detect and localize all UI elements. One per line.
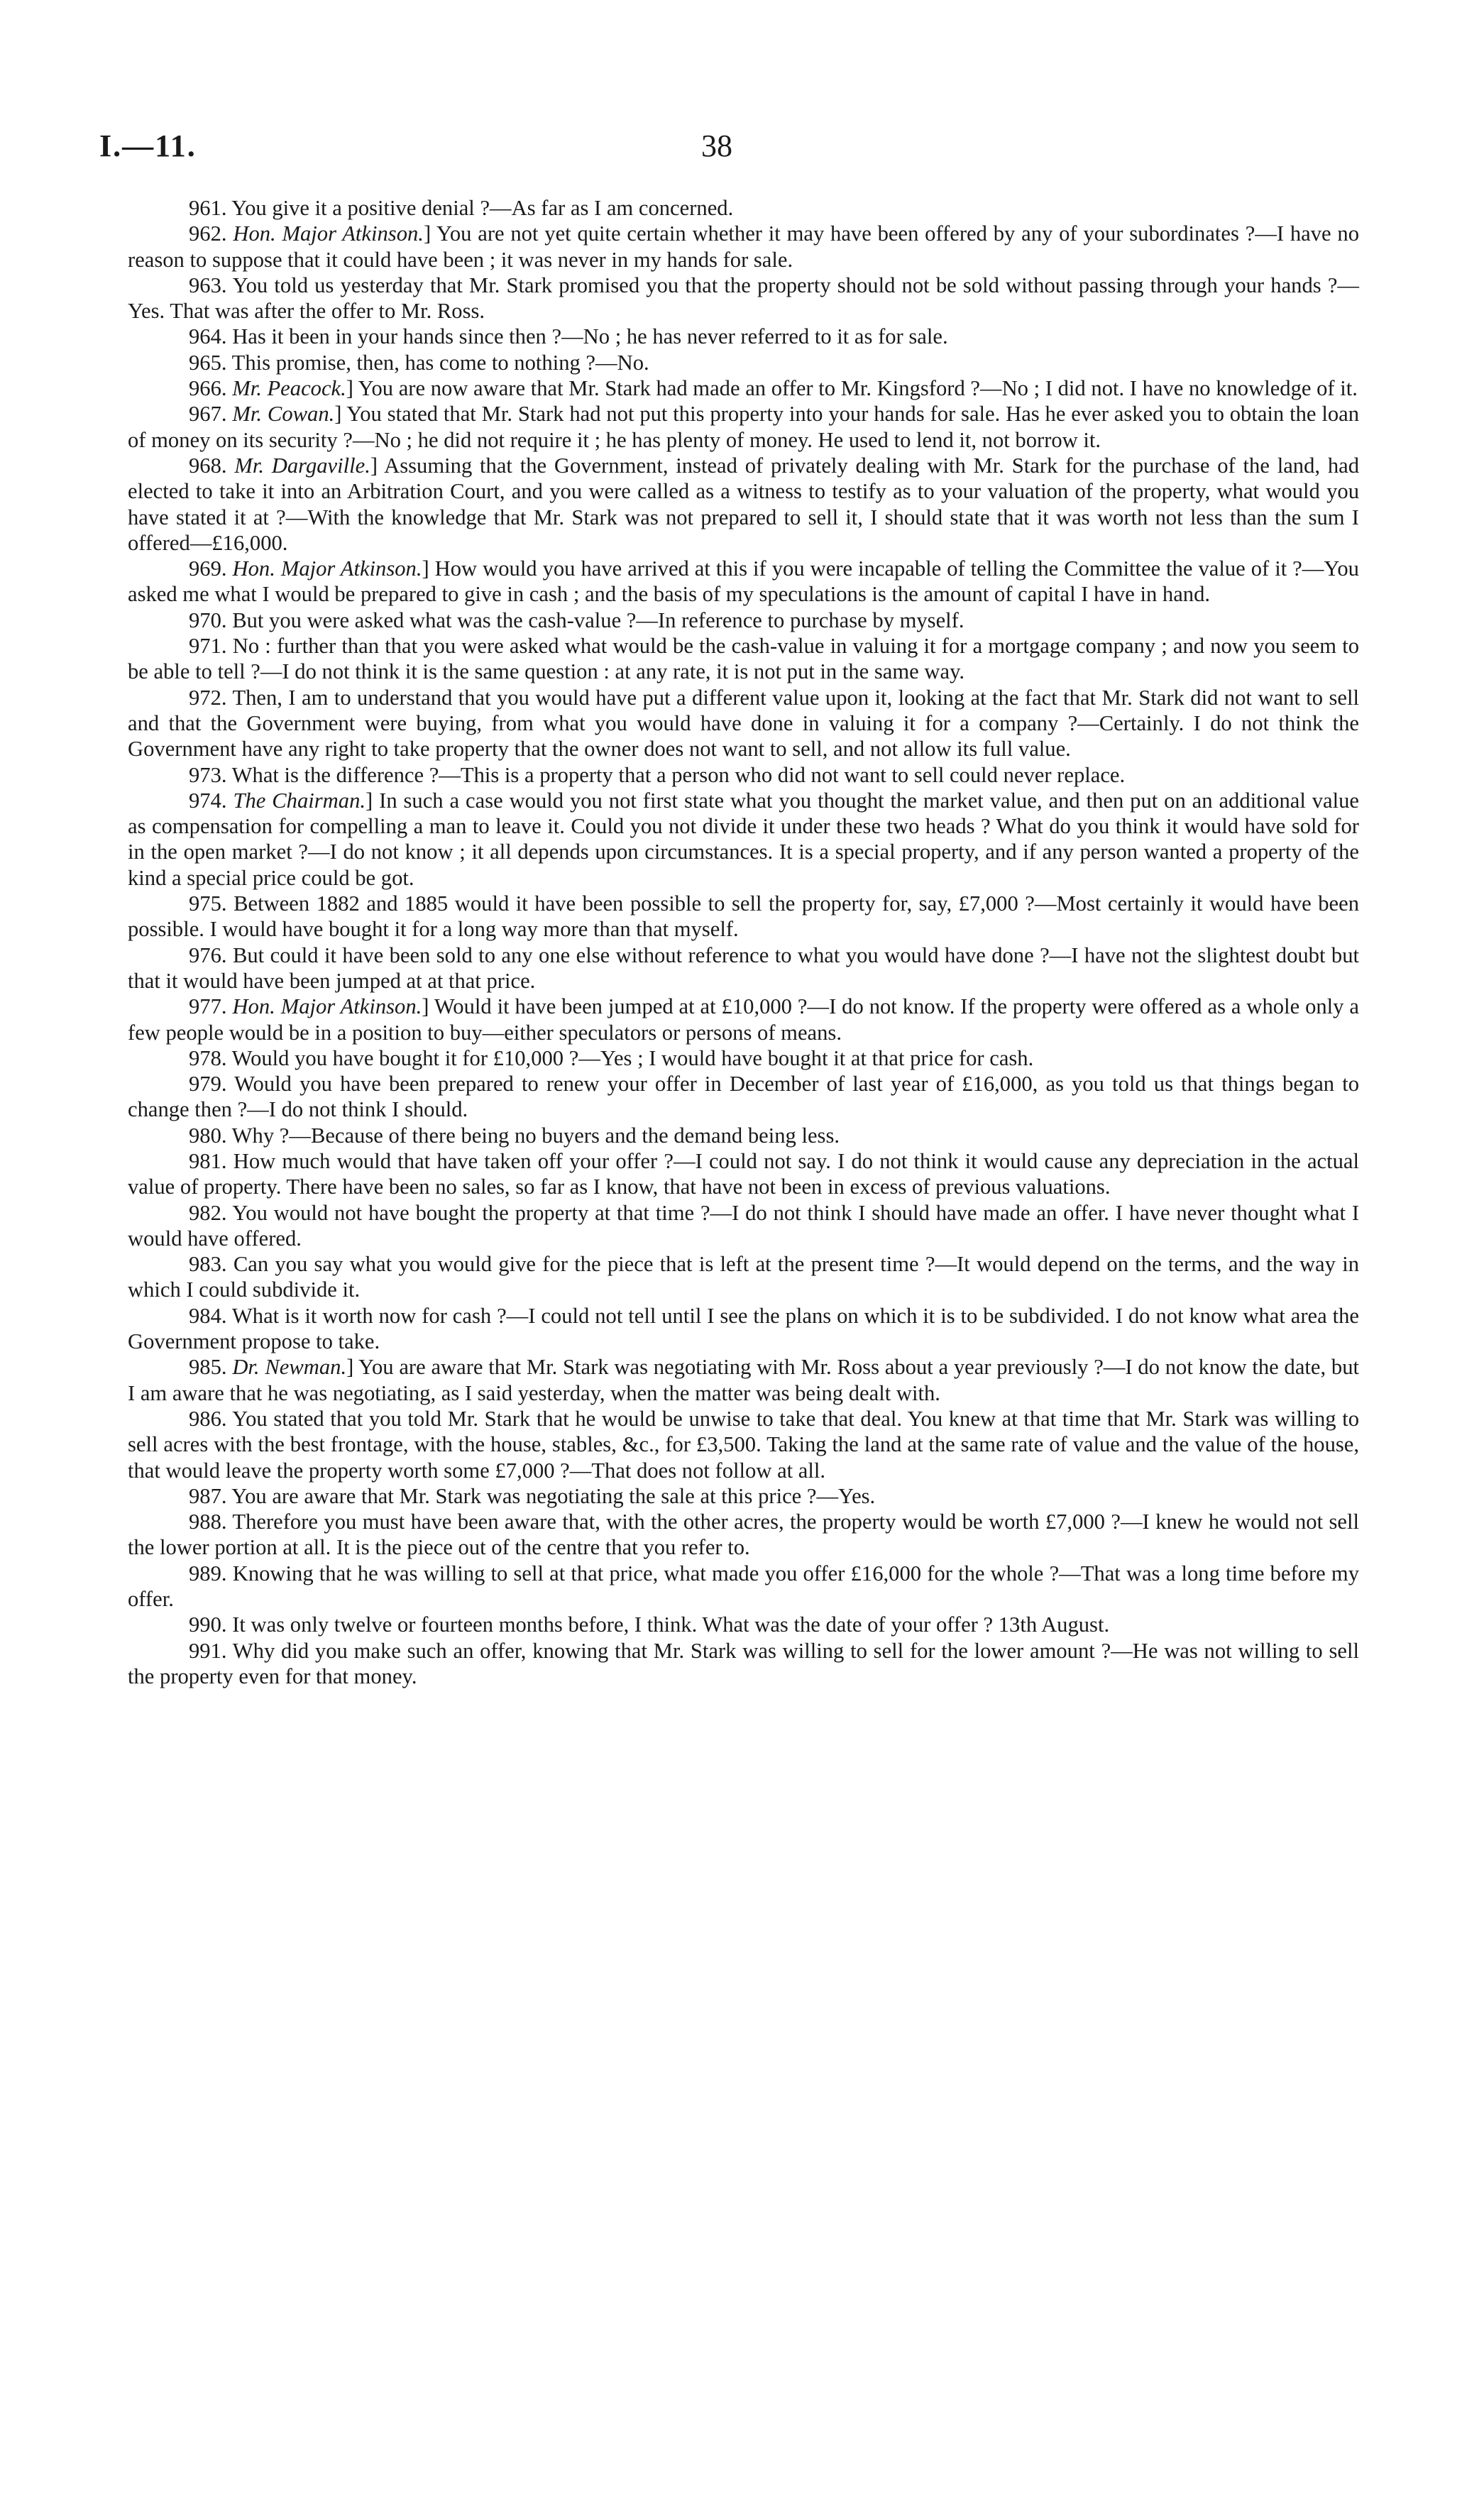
question-number: 987. [189, 1483, 227, 1508]
question-answer-text: You stated that you told Mr. Stark that he would be unwise to take that deal. You knew at that time that Mr. Stark was willing to sell acres with the best frontage, with the house, stables, &c., for £3,500. Taking the land at the same rate of value and the value of the house, that would leave the property worth some £7,000 ?—That does not follow at all. [128, 1406, 1359, 1483]
evidence-entry [128, 1509, 1359, 1561]
question-answer-text: But could it have been sold to any one else without reference to what you would have done ?—I have not the slightest doubt but that it would have been jumped at at that price. [128, 943, 1359, 993]
question-number: 973. [189, 762, 227, 787]
question-answer-text: This promise, then, has come to nothing ?—No. [231, 350, 649, 375]
question-number: 975. [189, 891, 227, 916]
evidence-entry [128, 1045, 1359, 1071]
speaker-name: Mr. Peacock. [232, 376, 346, 401]
evidence-entry [128, 685, 1359, 762]
question-number: 986. [189, 1406, 227, 1431]
speaker-name: Hon. Major Atkinson. [233, 221, 424, 246]
evidence-entry [128, 633, 1359, 685]
evidence-entry: 969. Hon. Major Atkinson.] How would you have arrived at this if you were incapable of telling the Committee the value of it ?—You asked me what I would be prepared to give in cash ; and the basis of my speculations is the amount of capital I have in hand. [128, 556, 1359, 607]
question-answer-text: It was only twelve or fourteen months before, I think. What was the date of your offer ? 13th August. [232, 1612, 1110, 1637]
question-answer-text: Assuming that the Government, instead of privately dealing with Mr. Stark for the purchase of the land, had elected to take it into an Arbitration Court, and you were called as a witness to testify as to your valuation of the property, what would you have stated it at ?—With the knowledge that Mr. Stark was not prepared to sell it, I should state that it was worth not less than the sum I offered—£16,000. [128, 453, 1359, 555]
question-answer-text: Would you have been prepared to renew your offer in December of last year of £16,000, as you told us that things began to change then ?—I do not think I should. [128, 1072, 1359, 1122]
question-answer-text: Then, I am to understand that you would have put a different value upon it, looking at the fact that Mr. Stark did not want to sell and that the Government were buying, from what you would have done in valuing it for a company ?—Certainly. I do not think the Government have any right to take property that the owner does not want to sell, and not allow its full value. [128, 685, 1359, 762]
question-number: 964. [189, 324, 227, 349]
question-answer-text: You would not have bought the property at that time ?—I do not think I should have made an offer. I have never thought what I would have offered. [128, 1200, 1360, 1251]
speaker-name: Mr. Dargaville. [234, 453, 370, 478]
question-answer-text: Can you say what you would give for the piece that is left at the present time ?—It would depend on the terms, and the way in which I could subdivide it. [128, 1252, 1359, 1302]
speaker-name: Dr. Newman. [232, 1355, 347, 1380]
question-number: 989. [189, 1561, 227, 1586]
question-number: 967. [189, 402, 227, 427]
question-answer-text: In such a case would you not first state what you thought the market value, and then put on an additional value as compensation for compelling a man to leave it. Could you not divide it under these two heads ? What do you think it would have sold for in the open market ?—I do not know ; it all depends upon circumstances. It is a special property, and if any person wanted a property of the kind a special price could be got. [128, 788, 1359, 890]
question-number: 981. [189, 1148, 227, 1173]
speaker-name: The Chairman. [233, 788, 366, 813]
question-answer-text: How would you have arrived at this if you were incapable of telling the Committee the value of it ?—You asked me what I would be prepared to give in cash ; and the basis of my speculations is the amount of capital I have in hand. [128, 556, 1359, 607]
evidence-entry [128, 1638, 1359, 1690]
evidence-entry [128, 1251, 1359, 1303]
evidence-entry [128, 1123, 1359, 1148]
evidence-entry [128, 1561, 1359, 1612]
evidence-entry [128, 1612, 1359, 1637]
question-number: 977. [189, 994, 227, 1019]
question-number: 979. [189, 1072, 227, 1097]
evidence-entry [128, 1148, 1359, 1200]
question-answer-text: Would you have bought it for £10,000 ?—Yes ; I would have bought it at that price for cash. [231, 1045, 1034, 1070]
question-number: 963. [189, 273, 227, 297]
evidence-entry: 968. Mr. Dargaville.] Assuming that the Government, instead of privately dealing with Mr. Stark for the purchase of the land, had elected to take it into an Arbitration Court, and you were called as a witness to testify as to your valuation of the property, what would you have stated it at ?—With the knowledge that Mr. Stark was not prepared to sell it, I should state that it was worth not less than the sum I offered—£16,000. [128, 453, 1359, 555]
speaker-name: Mr. Cowan. [232, 402, 335, 427]
question-answer-text: You are now aware that Mr. Stark had made an offer to Mr. Kingsford ?—No ; I did not. I have no knowledge of it. [358, 376, 1358, 401]
question-answer-text: You are not yet quite certain whether it may have been offered by any of your subordinates ?—I have no reason to suppose that it could have been ; it was never in my hands for sale. [128, 221, 1360, 272]
question-answer-text: But you were asked what was the cash-value ?—In reference to purchase by myself. [232, 608, 964, 632]
question-answer-text: Would it have been jumped at at £10,000 ?—I do not know. If the property were offered as a whole only a few people would be in a position to buy—either speculators or persons of means. [128, 994, 1359, 1045]
evidence-entry: 977. Hon. Major Atkinson.] Would it have been jumped at at £10,000 ?—I do not know. If the property were offered as a whole only a few people would be in a position to buy—either speculators or persons of means. [128, 994, 1359, 1045]
question-number: 965. [189, 350, 227, 375]
evidence-entry: 966. Mr. Peacock.] You are now aware that Mr. Stark had made an offer to Mr. Kingsford ?—No ; I did not. I have no knowledge of it. [189, 376, 1358, 401]
evidence-entry [128, 1200, 1359, 1252]
question-number: 968. [189, 453, 227, 478]
question-number: 988. [189, 1510, 227, 1534]
question-answer-text: Therefore you must have been aware that, with the other acres, the property would be worth £7,000 ?—I knew he would not sell the lower portion at all. It is the piece out of the centre that you refer to. [128, 1510, 1359, 1560]
page-number: 38 [701, 128, 732, 163]
question-answer-text: Between 1882 and 1885 would it have been possible to sell the property for, say, £7,000 ?—Most certainly it would have been possible. I would have bought it for a long way more than that myself. [128, 891, 1359, 942]
question-number: 983. [189, 1252, 227, 1277]
question-number: 978. [189, 1045, 227, 1070]
evidence-entry: 974. The Chairman.] In such a case would you not first state what you thought the market value, and then put on an additional value as compensation for compelling a man to leave it. Could you not divide it under these two heads ? What do you think it would have sold for in the open market ?—I do not know ; it all depends upon circumstances. It is a special property, and if any person wanted a property of the kind a special price could be got. [128, 788, 1359, 890]
question-number: 982. [189, 1200, 227, 1225]
question-number: 962. [189, 221, 227, 246]
evidence-entry [128, 891, 1359, 943]
page-header [99, 128, 1334, 170]
question-answer-text: What is the difference ?—This is a property that a person who did not want to sell could never replace. [231, 762, 1126, 787]
question-number: 974. [189, 788, 227, 813]
question-answer-text: How much would that have taken off your offer ?—I could not say. I do not think it would cause any depreciation in the actual value of property. There have been no sales, so far as I know, that have not been in excess of previous valuations. [128, 1148, 1359, 1199]
question-answer-text: Has it been in your hands since then ?—No ; he has never referred to it as for sale. [232, 324, 948, 349]
evidence-entry [128, 943, 1359, 994]
evidence-entry [128, 1483, 1359, 1509]
question-answer-text: Why did you make such an offer, knowing that Mr. Stark was willing to sell for the lower amount ?—He was not willing to sell the property even for that money. [128, 1638, 1359, 1688]
evidence-entry [128, 350, 1359, 375]
question-answer-text: Why ?—Because of there being no buyers and the demand being less. [231, 1123, 840, 1148]
evidence-entry [128, 324, 1359, 349]
paper-reference: I.—11. [99, 128, 197, 163]
question-number: 972. [189, 685, 227, 710]
question-answer-text: No : further than that you were asked what would be the cash-value in valuing it for a mortgage company ; and now you seem to be able to tell ?—I do not think it is the same question : at any rate, it is not put in the same way. [128, 634, 1359, 684]
question-answer-text: You stated that Mr. Stark had not put this property into your hands for sale. Has he ever asked you to obtain the loan of money on its security ?—No ; he did not require it ; he has plenty of money. He used to lend it, not borrow it. [128, 402, 1359, 452]
question-answer-text: You give it a positive denial ?—As far as I am concerned. [231, 196, 734, 220]
evidence-body [128, 195, 1359, 1689]
question-number: 969. [189, 556, 227, 581]
evidence-entry [128, 608, 1359, 633]
question-answer-text: What is it worth now for cash ?—I could not tell until I see the plans on which it is to be subdivided. I do not know what area the Government propose to take. [128, 1303, 1359, 1354]
question-number: 980. [189, 1123, 227, 1148]
question-answer-text: You are aware that Mr. Stark was negotiating the sale at this price ?—Yes. [231, 1483, 876, 1508]
evidence-entry: 985. Dr. Newman.] You are aware that Mr. Stark was negotiating with Mr. Ross about a year previously ?—I do not know the date, but I am aware that he was negotiating, as I said yesterday, when the matter was being dealt with. [128, 1355, 1359, 1405]
evidence-entry [128, 1406, 1359, 1483]
question-number: 984. [189, 1303, 227, 1328]
evidence-entry [128, 195, 1359, 221]
question-number: 970. [189, 608, 227, 632]
evidence-entry [128, 273, 1359, 324]
question-number: 976. [189, 943, 227, 967]
question-number: 966. [189, 376, 227, 401]
evidence-entry: 962. Hon. Major Atkinson.] You are not yet quite certain whether it may have been offered by any of your subordinates ?—I have no reason to suppose that it could have been ; it was never in my hands for sale. [128, 221, 1360, 272]
question-answer-text: You told us yesterday that Mr. Stark promised you that the property should not be sold without passing through your hands ?—Yes. That was after the offer to Mr. Ross. [128, 273, 1359, 324]
evidence-entry [128, 1071, 1359, 1123]
evidence-entry [128, 762, 1359, 788]
question-answer-text: Knowing that he was willing to sell at that price, what made you offer £16,000 for the whole ?—That was a long time before my offer. [128, 1561, 1360, 1612]
question-number: 985. [189, 1355, 227, 1380]
question-number: 961. [189, 196, 227, 220]
question-number: 971. [189, 634, 227, 659]
speaker-name: Hon. Major Atkinson. [232, 556, 422, 581]
question-number: 991. [189, 1638, 227, 1663]
speaker-name: Hon. Major Atkinson. [232, 994, 422, 1019]
question-number: 990. [189, 1612, 227, 1637]
question-answer-text: You are aware that Mr. Stark was negotiating with Mr. Ross about a year previously ?—I do not know the date, but I am aware that he was negotiating, as I said yesterday, when the matter was being dealt with. [128, 1355, 1359, 1405]
evidence-entry: 967. Mr. Cowan.] You stated that Mr. Stark had not put this property into your hands for sale. Has he ever asked you to obtain the loan of money on its security ?—No ; he did not require it ; he has plenty of money. He used to lend it, not borrow it. [128, 402, 1359, 452]
evidence-entry [128, 1303, 1359, 1355]
